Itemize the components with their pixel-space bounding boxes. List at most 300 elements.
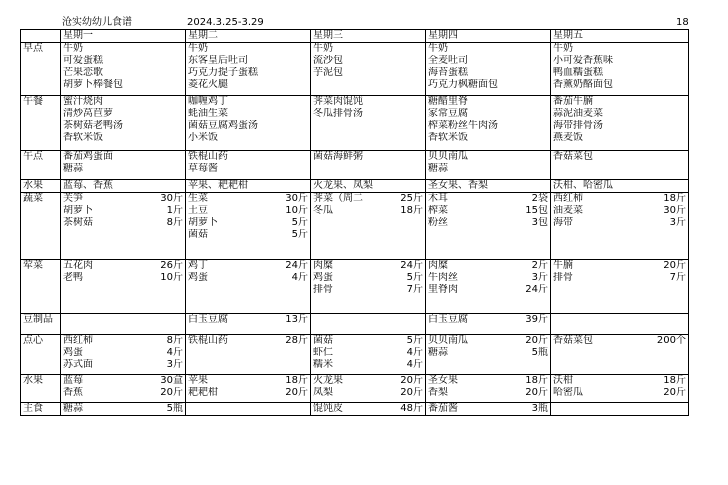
- item-name: 流沙包: [313, 55, 343, 66]
- item-quantity: 28斤: [285, 335, 308, 346]
- menu-item: [63, 272, 183, 284]
- menu-cell: [186, 151, 311, 180]
- menu-item: [428, 260, 548, 272]
- day-header: 星期一: [61, 30, 186, 43]
- item-quantity: 2袋: [531, 193, 548, 204]
- menu-item: [188, 217, 308, 229]
- row-label: 豆制品: [21, 314, 61, 335]
- item-quantity: 18斤: [663, 375, 686, 386]
- item-name: 西红柿: [553, 193, 583, 204]
- item-name: 巧克力枫糖面包: [428, 79, 498, 90]
- menu-cell: [426, 403, 551, 416]
- item-quantity: 5斤: [406, 335, 423, 346]
- menu-item: [188, 229, 308, 241]
- menu-cell: [311, 96, 426, 151]
- menu-item: [428, 96, 548, 108]
- menu-item: [63, 163, 183, 175]
- menu-cell: [426, 375, 551, 403]
- item-name: 贝贝南瓜: [428, 335, 468, 346]
- item-name: 香蕉: [63, 387, 83, 398]
- menu-cell: [311, 403, 426, 416]
- menu-cell: [311, 43, 426, 96]
- menu-item: [428, 132, 548, 144]
- item-name: 油麦菜: [553, 205, 583, 216]
- item-quantity: 5斤: [291, 229, 308, 240]
- menu-cell: [61, 193, 186, 260]
- menu-item: [428, 335, 548, 347]
- menu-item: [553, 108, 686, 120]
- day-header: 星期二: [186, 30, 311, 43]
- menu-cell: [551, 314, 689, 335]
- item-name: 胡萝卜: [63, 205, 93, 216]
- item-name: 圣女果: [428, 375, 458, 386]
- item-name: 榨菜: [428, 205, 448, 216]
- item-name: 咖喱鸡丁: [188, 96, 228, 107]
- item-name: 糖蒜: [428, 163, 448, 174]
- item-name: 沃柑、哈密瓜: [553, 180, 613, 191]
- item-name: 榨菜粉丝牛肉汤: [428, 120, 498, 131]
- item-quantity: 24斤: [525, 284, 548, 295]
- menu-cell: [61, 151, 186, 180]
- item-name: 生菜: [188, 193, 208, 204]
- item-name: 排骨: [553, 272, 573, 283]
- item-name: 芋泥包: [313, 67, 343, 78]
- menu-cell: [551, 260, 689, 314]
- menu-item: [428, 314, 548, 326]
- menu-cell: [186, 96, 311, 151]
- menu-item: [428, 163, 548, 175]
- menu-cell: [61, 375, 186, 403]
- item-name: 糖蒜: [63, 163, 83, 174]
- item-name: 芒果恋歌: [63, 67, 103, 78]
- menu-item: [428, 193, 548, 205]
- menu-title: 沧实幼幼儿食谱: [62, 17, 132, 28]
- item-name: 家常豆腐: [428, 108, 468, 119]
- menu-item: [428, 217, 548, 229]
- menu-item: [63, 120, 183, 132]
- menu-item: [313, 67, 423, 79]
- menu-item: [553, 67, 686, 79]
- item-quantity: 20斤: [160, 387, 183, 398]
- menu-item: [188, 108, 308, 120]
- menu-item: [553, 217, 686, 229]
- item-quantity: 4斤: [406, 347, 423, 358]
- item-name: 苹果: [188, 375, 208, 386]
- item-name: 糖蒜: [428, 347, 448, 358]
- menu-cell: [61, 403, 186, 416]
- menu-item: [188, 132, 308, 144]
- item-name: 哈密瓜: [553, 387, 583, 398]
- item-quantity: 20斤: [525, 387, 548, 398]
- item-quantity: 3斤: [531, 272, 548, 283]
- menu-item: [188, 314, 308, 326]
- item-quantity: 7斤: [669, 272, 686, 283]
- item-name: 胡萝卜: [188, 217, 218, 228]
- item-name: 牛腩: [553, 260, 573, 271]
- menu-cell: [311, 180, 426, 193]
- item-name: 东客皇后吐司: [188, 55, 248, 66]
- menu-item: [63, 132, 183, 144]
- menu-cell: [426, 151, 551, 180]
- menu-item: [63, 180, 183, 192]
- item-name: 海带排骨汤: [553, 120, 603, 131]
- menu-row: [21, 96, 689, 151]
- item-name: 馄饨皮: [313, 403, 343, 414]
- menu-item: [63, 359, 183, 371]
- menu-cell: [426, 314, 551, 335]
- item-name: 荠菜（周二: [313, 193, 363, 204]
- menu-item: [188, 180, 308, 192]
- menu-item: [428, 205, 548, 217]
- menu-cell: [61, 96, 186, 151]
- menu-cell: [551, 96, 689, 151]
- item-name: 凤梨: [313, 387, 333, 398]
- menu-cell: [311, 193, 426, 260]
- menu-item: [63, 347, 183, 359]
- menu-cell: [186, 180, 311, 193]
- menu-cell: [551, 375, 689, 403]
- item-name: 冬瓜排骨汤: [313, 108, 363, 119]
- menu-item: [428, 347, 548, 359]
- item-quantity: 30斤: [160, 193, 183, 204]
- item-name: 香薰奶酪面包: [553, 79, 613, 90]
- menu-row: [21, 403, 689, 416]
- item-quantity: 8斤: [166, 217, 183, 228]
- menu-cell: [61, 43, 186, 96]
- item-quantity: 30斤: [285, 193, 308, 204]
- item-name: 菌菇海鲜粥: [313, 151, 363, 162]
- menu-cell: [311, 260, 426, 314]
- item-name: 胡萝卜棒餐包: [63, 79, 123, 90]
- menu-cell: [61, 260, 186, 314]
- item-name: 小可爱香蕉味: [553, 55, 613, 66]
- item-quantity: 3包: [531, 217, 548, 228]
- menu-cell: [61, 314, 186, 335]
- menu-cell: [311, 375, 426, 403]
- item-quantity: 5斤: [406, 272, 423, 283]
- row-label: 午餐: [21, 96, 61, 151]
- menu-cell: [426, 96, 551, 151]
- menu-item: [63, 403, 183, 415]
- menu-item: [188, 387, 308, 399]
- item-name: 香软米饭: [428, 132, 468, 143]
- item-name: 菌菇豆腐鸡蛋汤: [188, 120, 258, 131]
- row-label: 荤菜: [21, 260, 61, 314]
- item-quantity: 5斤: [291, 217, 308, 228]
- menu-item: [188, 120, 308, 132]
- item-quantity: 48斤: [400, 403, 423, 414]
- menu-cell: [426, 193, 551, 260]
- menu-item: [553, 43, 686, 55]
- item-quantity: 20斤: [663, 260, 686, 271]
- menu-item: [313, 96, 423, 108]
- menu-item: [428, 151, 548, 163]
- item-name: 苏式面: [63, 359, 93, 370]
- menu-item: [428, 79, 548, 91]
- item-name: 茶树菇: [63, 217, 93, 228]
- menu-cell: [61, 335, 186, 375]
- row-label: 水果: [21, 180, 61, 193]
- menu-item: [313, 205, 423, 217]
- menu-item: [63, 79, 183, 91]
- item-name: 茶树菇老鸭汤: [63, 120, 123, 131]
- menu-item: [63, 67, 183, 79]
- menu-item: [428, 375, 548, 387]
- row-label: 水果: [21, 375, 61, 403]
- item-quantity: 24斤: [400, 260, 423, 271]
- menu-cell: [186, 193, 311, 260]
- item-name: 鸭血糯蛋糕: [553, 67, 603, 78]
- corner-cell: [21, 30, 61, 43]
- item-name: 香软米饭: [63, 132, 103, 143]
- day-header: 星期三: [311, 30, 426, 43]
- menu-item: [428, 403, 548, 415]
- item-quantity: 4斤: [166, 347, 183, 358]
- menu-item: [313, 375, 423, 387]
- item-name: 沃柑: [553, 375, 573, 386]
- date-range: 2024.3.25-3.29: [187, 17, 264, 28]
- item-name: 可爱蛋糕: [63, 55, 103, 66]
- item-name: 白玉豆腐: [428, 314, 468, 325]
- item-name: 贝贝南瓜: [428, 151, 468, 162]
- menu-cell: [426, 335, 551, 375]
- item-quantity: 39斤: [525, 314, 548, 325]
- menu-item: [313, 272, 423, 284]
- item-name: 番茄酱: [428, 403, 458, 414]
- item-name: 海苔蛋糕: [428, 67, 468, 78]
- item-name: 牛奶: [428, 43, 448, 54]
- item-quantity: 3瓶: [531, 403, 548, 414]
- item-name: 五花肉: [63, 260, 93, 271]
- menu-item: [63, 205, 183, 217]
- item-quantity: 18斤: [525, 375, 548, 386]
- item-name: 苹果、耙耙柑: [188, 180, 248, 191]
- item-quantity: 18斤: [400, 205, 423, 216]
- item-quantity: 3斤: [166, 359, 183, 370]
- item-name: 鸡蛋: [313, 272, 333, 283]
- menu-item: [63, 193, 183, 205]
- item-name: 火龙果: [313, 375, 343, 386]
- item-name: 糖醋里脊: [428, 96, 468, 107]
- menu-row: [21, 335, 689, 375]
- menu-item: [188, 151, 308, 163]
- item-quantity: 2斤: [531, 260, 548, 271]
- item-name: 铁棍山药: [188, 335, 228, 346]
- item-quantity: 8斤: [166, 335, 183, 346]
- row-label: 蔬菜: [21, 193, 61, 260]
- menu-cell: [551, 151, 689, 180]
- item-name: 肉糜: [313, 260, 333, 271]
- item-quantity: 10斤: [285, 205, 308, 216]
- item-name: 牛肉丝: [428, 272, 458, 283]
- menu-cell: [186, 260, 311, 314]
- menu-row: [21, 375, 689, 403]
- menu-item: [188, 260, 308, 272]
- menu-item: [428, 120, 548, 132]
- menu-cell: [186, 403, 311, 416]
- menu-item: [63, 387, 183, 399]
- menu-item: [188, 375, 308, 387]
- item-name: 蚝油生菜: [188, 108, 228, 119]
- item-quantity: 200个: [656, 335, 686, 346]
- item-quantity: 13斤: [285, 314, 308, 325]
- page-number: 18: [676, 17, 689, 28]
- menu-item: [63, 217, 183, 229]
- row-label: 午点: [21, 151, 61, 180]
- day-header: 星期四: [426, 30, 551, 43]
- menu-item: [188, 96, 308, 108]
- menu-item: [428, 387, 548, 399]
- item-name: 白玉豆腐: [188, 314, 228, 325]
- menu-cell: [551, 335, 689, 375]
- item-name: 耙耙柑: [188, 387, 218, 398]
- menu-cell: [311, 335, 426, 375]
- menu-cell: [186, 375, 311, 403]
- item-quantity: 30斤: [663, 205, 686, 216]
- item-name: 肉糜: [428, 260, 448, 271]
- menu-cell: [186, 335, 311, 375]
- menu-item: [553, 79, 686, 91]
- item-quantity: 25斤: [400, 193, 423, 204]
- item-name: 鸡蛋: [63, 347, 83, 358]
- menu-item: [313, 260, 423, 272]
- item-name: 番茄牛腩: [553, 96, 593, 107]
- menu-item: [188, 193, 308, 205]
- menu-row: [21, 151, 689, 180]
- menu-item: [313, 151, 423, 163]
- menu-cell: [551, 180, 689, 193]
- menu-item: [313, 387, 423, 399]
- menu-item: [188, 272, 308, 284]
- menu-item: [188, 163, 308, 175]
- menu-item: [63, 151, 183, 163]
- menu-row: [21, 314, 689, 335]
- item-name: 蒜泥油麦菜: [553, 108, 603, 119]
- item-quantity: 24斤: [285, 260, 308, 271]
- item-name: 清炒莴苣萝: [63, 108, 113, 119]
- item-name: 西红柿: [63, 335, 93, 346]
- item-name: 牛奶: [63, 43, 83, 54]
- item-name: 里脊肉: [428, 284, 458, 295]
- menu-cell: [311, 151, 426, 180]
- item-name: 番茄鸡蛋面: [63, 151, 113, 162]
- item-name: 蓝莓: [63, 375, 83, 386]
- item-name: 牛奶: [313, 43, 333, 54]
- menu-item: [188, 79, 308, 91]
- item-name: 火龙果、凤梨: [313, 180, 373, 191]
- row-label: 主食: [21, 403, 61, 416]
- menu-item: [63, 375, 183, 387]
- menu-item: [428, 67, 548, 79]
- item-name: 木耳: [428, 193, 448, 204]
- menu-cell: [311, 314, 426, 335]
- item-quantity: 26斤: [160, 260, 183, 271]
- menu-item: [63, 108, 183, 120]
- item-quantity: 3斤: [669, 217, 686, 228]
- item-name: 燕麦饭: [553, 132, 583, 143]
- menu-item: [553, 180, 686, 192]
- menu-item: [313, 193, 423, 205]
- menu-item: [428, 284, 548, 296]
- menu-item: [553, 205, 686, 217]
- item-quantity: 18斤: [663, 193, 686, 204]
- item-quantity: 4斤: [291, 272, 308, 283]
- day-header-row: [21, 30, 689, 43]
- menu-cell: [551, 43, 689, 96]
- menu-cell: [551, 193, 689, 260]
- menu-item: [188, 205, 308, 217]
- menu-item: [553, 151, 686, 163]
- menu-item: [553, 260, 686, 272]
- item-quantity: 20斤: [663, 387, 686, 398]
- row-label: 点心: [21, 335, 61, 375]
- item-name: 牛奶: [188, 43, 208, 54]
- item-name: 糖蒜: [63, 403, 83, 414]
- item-name: 鸡蛋: [188, 272, 208, 283]
- item-quantity: 20斤: [400, 387, 423, 398]
- menu-item: [188, 43, 308, 55]
- item-name: 排骨: [313, 284, 333, 295]
- item-name: 菌菇: [188, 229, 208, 240]
- item-name: 芙笋: [63, 193, 83, 204]
- item-name: 菌菇: [313, 335, 333, 346]
- menu-item: [553, 387, 686, 399]
- menu-row: [21, 193, 689, 260]
- item-quantity: 7斤: [406, 284, 423, 295]
- item-quantity: 30盒: [160, 375, 183, 386]
- menu-item: [63, 55, 183, 67]
- menu-row: [21, 180, 689, 193]
- menu-item: [313, 284, 423, 296]
- menu-item: [428, 43, 548, 55]
- menu-item: [63, 335, 183, 347]
- menu-item: [188, 55, 308, 67]
- menu-cell: [61, 180, 186, 193]
- menu-item: [188, 67, 308, 79]
- item-name: 荠菜肉馄饨: [313, 96, 363, 107]
- item-name: 巧克力提子蛋糕: [188, 67, 258, 78]
- menu-cell: [426, 43, 551, 96]
- item-quantity: 20斤: [400, 375, 423, 386]
- menu-cell: [426, 180, 551, 193]
- menu-item: [188, 335, 308, 347]
- menu-item: [63, 96, 183, 108]
- menu-item: [428, 272, 548, 284]
- menu-item: [313, 55, 423, 67]
- item-name: 海带: [553, 217, 573, 228]
- item-quantity: 5瓶: [166, 403, 183, 414]
- menu-item: [313, 335, 423, 347]
- item-name: 香梨: [428, 387, 448, 398]
- item-name: 菱花火腿: [188, 79, 228, 90]
- menu-item: [553, 335, 686, 347]
- menu-item: [313, 43, 423, 55]
- item-name: 全麦吐司: [428, 55, 468, 66]
- menu-item: [428, 180, 548, 192]
- item-name: 粉丝: [428, 217, 448, 228]
- item-name: 香菇菜包: [553, 335, 593, 346]
- menu-item: [428, 55, 548, 67]
- item-name: 圣女果、香梨: [428, 180, 488, 191]
- menu-item: [553, 55, 686, 67]
- item-name: 牛奶: [553, 43, 573, 54]
- menu-item: [553, 132, 686, 144]
- menu-item: [553, 120, 686, 132]
- item-quantity: 20斤: [285, 387, 308, 398]
- item-name: 铁棍山药: [188, 151, 228, 162]
- menu-item: [553, 375, 686, 387]
- menu-cell: [186, 43, 311, 96]
